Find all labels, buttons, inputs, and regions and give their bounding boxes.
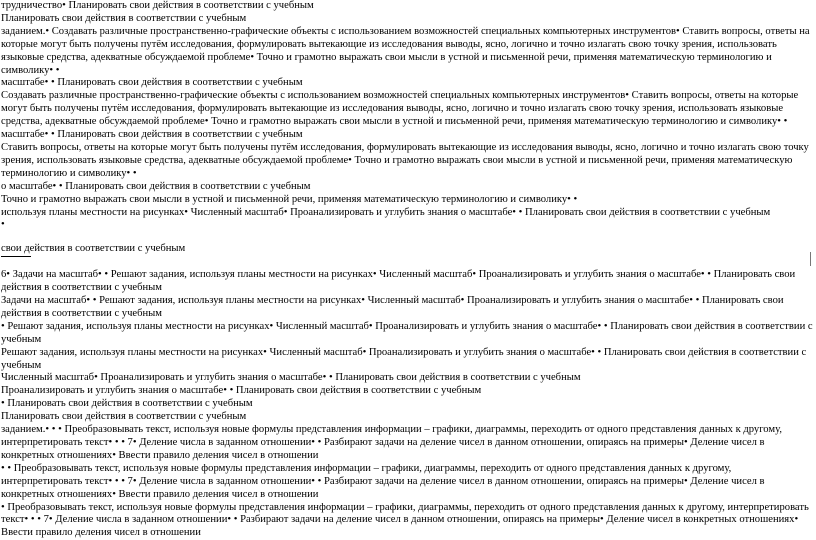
text-block-top <box>1 0 814 232</box>
paragraph: Создавать различные пространственно-графические объекты с использованием возможностей специальных компьютерных инструментов• Ставить вопросы, ответы на которые могут быть получены путём исследования, формулировать вытекающие из исследования выводы, ясно, логично и точно излагать свою точку зрения, использовать языковые средства, адекватные обсуждаемой проблеме• Точно и грамотно выражать свои мысли в устной и письменной речи, применяя математическую терминологию и символику• • <box>1 90 799 128</box>
paragraph: • Планировать свои действия в соответствии с учебным <box>1 398 253 410</box>
paragraph: Планировать свои действия в соответствии с учебным <box>1 12 247 24</box>
paragraph: Проанализировать и углубить знания о масштабе• • Планировать свои действия в соответствии с учебным <box>1 385 482 397</box>
spacer <box>1 257 814 269</box>
paragraph: заданием.• Создавать различные пространственно-графические объекты с использованием возможностей специальных компьютерных инструментов• Ставить вопросы, ответы на которые могут быть получены путём исследования, формулировать вытекающие из исследования выводы, ясно, логично и точно излагать свою точку зрения, использовать языковые средства, адекватные обсуждаемой проблеме• Точно и грамотно выражать свои мысли в устной и письменной речи, применяя математическую терминологию и символику• • <box>1 25 810 76</box>
paragraph: трудничество• Планировать свои действия в соответствии с учебным <box>1 0 314 11</box>
paragraph: • Решают задания, используя планы местности на рисунках• Численный масштаб• Проанализировать и углубить знания о масштабе• • Планировать свои действия в соответствии с учебным <box>1 320 813 345</box>
paragraph: масштабе• • Планировать свои действия в соответствии с учебным <box>1 129 303 141</box>
paragraph: • <box>1 219 5 231</box>
paragraph: • Преобразовывать текст, используя новые формулы представления информации – графики, диаграммы, переходить от одного представления данных к другому, интерпретировать текст• • • 7• Деление числа в заданном отношении• • Разбирают задачи на деление чисел в данном отношении, опираясь на примеры• Деление чисел в конкретных отношениях• Ввести правило деления чисел в отношении <box>1 501 809 539</box>
spacer <box>1 232 814 243</box>
paragraph: масштабе• • Планировать свои действия в соответствии с учебным <box>1 77 303 89</box>
paragraph: используя планы местности на рисунках• Численный масштаб• Проанализировать и углубить знания о масштабе• • Планировать свои действия в соответствии с учебным <box>1 206 771 218</box>
text-cursor-marker <box>810 252 811 266</box>
paragraph: Решают задания, используя планы местности на рисунках• Численный масштаб• Проанализировать и углубить знания о масштабе• • Планировать свои действия в соответствии с учебным <box>1 346 807 371</box>
paragraph: Точно и грамотно выражать свои мысли в устной и письменной речи, применяя математическую терминологию и символику• • <box>1 193 578 205</box>
paragraph: Планировать свои действия в соответствии с учебным <box>1 411 247 423</box>
text-block-bottom <box>1 269 814 540</box>
paragraph: Численный масштаб• Проанализировать и углубить знания о масштабе• • Планировать свои действия в соответствии с учебным <box>1 372 581 384</box>
paragraph: заданием.• • • Преобразовывать текст, используя новые формулы представления информации – графики, диаграммы, переходить от одного представления данных к другому, интерпретировать текст• • • 7• Деление числа в заданном отношении• • Разбирают задачи на деление чисел в данном отношении, опираясь на примеры• Деление чисел в конкретных отношениях• Ввести правило деления чисел в отношении <box>1 424 782 461</box>
paragraph: Ставить вопросы, ответы на которые могут быть получены путём исследования, формулировать вытекающие из исследования выводы, ясно, логично и точно излагать свою точку зрения, использовать языковые средства, адекватные обсуждаемой проблеме• Точно и грамотно выражать свои мысли в устной и письменной речи, применяя математическую терминологию и символику• • <box>1 141 809 179</box>
paragraph-isolated: свои действия в соответствии с учебным <box>1 243 186 255</box>
paragraph: • • Преобразовывать текст, используя новые формулы представления информации – графики, диаграммы, переходить от одного представления данных к другому, интерпретировать текст• • • 7• Деление числа в заданном отношении• • Разбирают задачи на деление чисел в данном отношении, опираясь на примеры• Деление чисел в конкретных отношениях• Ввести правило деления чисел в отношении <box>1 462 765 500</box>
paragraph: 6• Задачи на масштаб• • Решают задания, используя планы местности на рисунках• Численный масштаб• Проанализировать и углубить знания о масштабе• • Планировать свои действия в соответствии с учебным <box>1 269 796 294</box>
paragraph: Задачи на масштаб• • Решают задания, используя планы местности на рисунках• Численный масштаб• Проанализировать и углубить знания о масштабе• • Планировать свои действия в соответствии с учебным <box>1 295 784 319</box>
paragraph: о масштабе• • Планировать свои действия в соответствии с учебным <box>1 180 311 192</box>
